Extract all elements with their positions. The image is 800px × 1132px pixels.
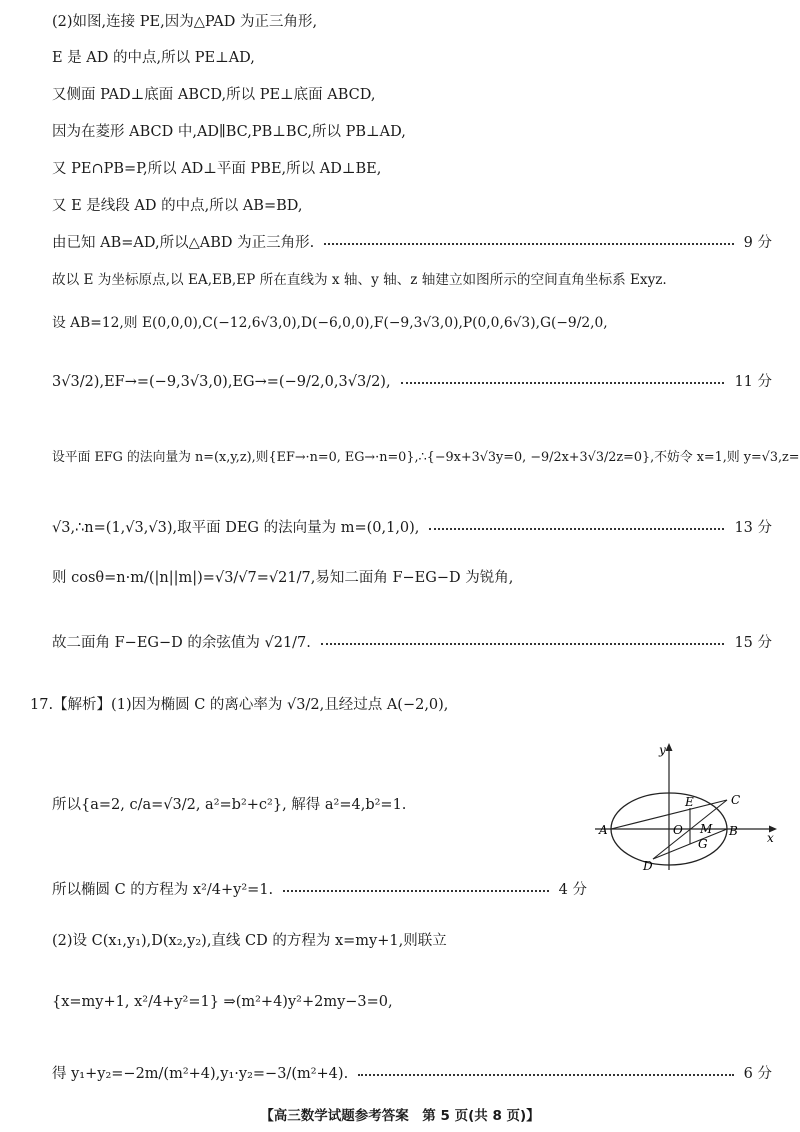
score-mark: 4 分 (558, 882, 587, 898)
score-mark: 15 分 (734, 635, 772, 651)
leader-dots (324, 241, 733, 245)
leader-dots (401, 380, 725, 384)
score-mark: 9 分 (743, 235, 772, 251)
label-y: y (659, 743, 666, 757)
line-2: E 是 AD 的中点,所以 PE⊥AD, (52, 50, 255, 66)
line-4: 因为在菱形 ABCD 中,AD∥BC,PB⊥BC,所以 PB⊥AD, (52, 124, 406, 140)
line-8: 故以 E 为坐标原点,以 EA,EB,EP 所在直线为 x 轴、y 轴、z 轴建立如图所示的空间直角坐标系 Exyz. (52, 272, 667, 288)
label-a: A (599, 823, 608, 837)
leader-dots (358, 1072, 733, 1076)
line-13: 则 cosθ=n·m/(|n||m|)=√3/√7=√21/7,易知二面角 F−EG−D 为锐角, (52, 570, 514, 586)
line-1: (2)如图,连接 PE,因为△PAD 为正三角形, (52, 14, 318, 30)
label-x: x (767, 831, 774, 845)
label-b: B (729, 824, 738, 838)
page-footer: 【高三数学试题参考答案 第 5 页(共 8 页)】 (260, 1108, 540, 1124)
label-e: E (685, 795, 694, 809)
line-6: 又 E 是线段 AD 的中点,所以 AB=BD, (52, 198, 303, 214)
score-mark: 6 分 (743, 1066, 772, 1082)
line-16: 所以{a=2, c/a=√3/2, a²=b²+c²}, 解得 a²=4,b²=1. (52, 797, 407, 813)
label-c: C (731, 793, 741, 807)
ellipse-figure (595, 740, 785, 875)
label-g: G (698, 837, 708, 851)
line-15: 17.【解析】(1)因为椭圆 C 的离心率为 √3/2,且经过点 A(−2,0), (30, 697, 449, 713)
score-mark: 13 分 (734, 520, 772, 536)
line-7: 由已知 AB=AD,所以△ABD 为正三角形. 9 分 (52, 235, 772, 251)
line-20: 得 y₁+y₂=−2m/(m²+4),y₁·y₂=−3/(m²+4). 6 分 (52, 1066, 772, 1082)
line-12: √3,∴n=(1,√3,√3),取平面 DEG 的法向量为 m=(0,1,0), 13 分 (52, 520, 772, 536)
y-axis-arrow (666, 743, 673, 751)
line-19: {x=my+1, x²/4+y²=1} ⇒(m²+4)y²+2my−3=0, (52, 994, 393, 1010)
line-9: 设 AB=12,则 E(0,0,0),C(−12,6√3,0),D(−6,0,0),F(−9,3√3,0),P(0,0,6√3),G(−9/2,0, (52, 315, 608, 331)
line-17: 所以椭圆 C 的方程为 x²/4+y²=1. 4 分 (52, 882, 587, 898)
score-mark: 11 分 (734, 374, 772, 390)
leader-dots (321, 641, 725, 645)
leader-dots (429, 526, 724, 530)
label-m: M (700, 822, 713, 836)
line-14: 故二面角 F−EG−D 的余弦值为 √21/7. 15 分 (52, 635, 772, 651)
label-o: O (673, 823, 683, 837)
line-18: (2)设 C(x₁,y₁),D(x₂,y₂),直线 CD 的方程为 x=my+1,则联立 (52, 933, 447, 949)
leader-dots (283, 888, 548, 892)
line-5: 又 PE∩PB=P,所以 AD⊥平面 PBE,所以 AD⊥BE, (52, 161, 382, 177)
label-d: D (643, 859, 653, 873)
line-11: 设平面 EFG 的法向量为 n=(x,y,z),则{EF→·n=0, EG→·n=0},∴{−9x+3√3y=0, −9/2x+3√3/2z=0},不妨令 x=1,则 y=√3,z= (52, 450, 800, 465)
line-3: 又侧面 PAD⊥底面 ABCD,所以 PE⊥底面 ABCD, (52, 87, 376, 103)
line-10: 3√3/2),EF→=(−9,3√3,0),EG→=(−9/2,0,3√3/2), 11 分 (52, 374, 772, 390)
